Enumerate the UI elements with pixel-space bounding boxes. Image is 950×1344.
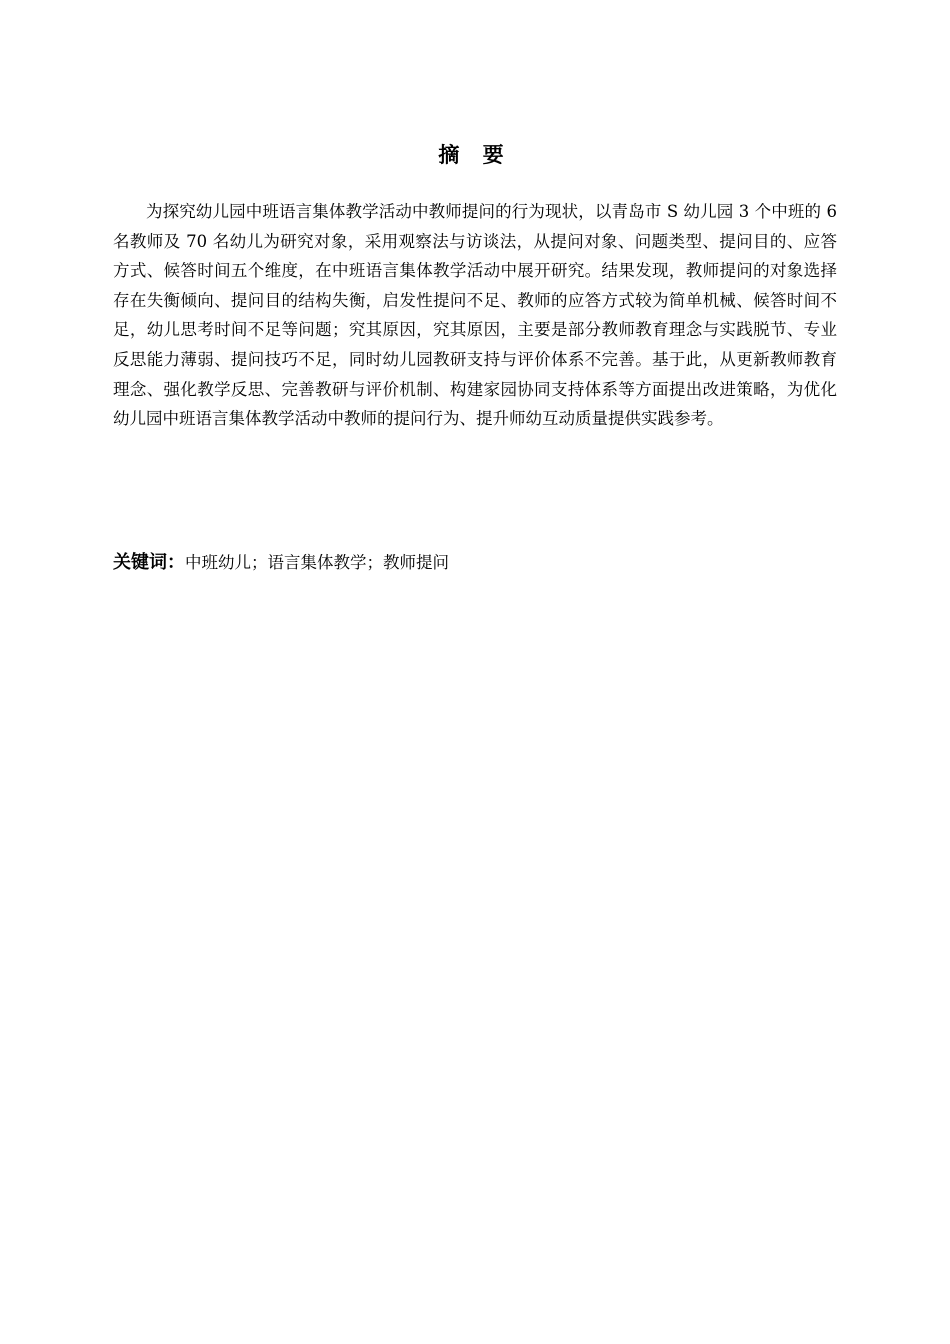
keywords-label: 关键词： xyxy=(113,552,185,573)
keywords-value: 中班幼儿；语言集体教学；教师提问 xyxy=(185,553,449,572)
abstract-body: 为探究幼儿园中班语言集体教学活动中教师提问的行为现状，以青岛市 S 幼儿园 3 个中班的 6 名教师及 70 名幼儿为研究对象，采用观察法与访谈法，从提问对象、问题类型、提问目的、应答方式、候答时间五个维度，在中班语言集体教学活动中展开研究。结果发现，教师提问的对象选择存在失衡倾向、提问目的结构失衡，启发性提问不足、教师的应答方式较为简单机械、候答时间不足，幼儿思考时间不足等问题；究其原因，究其原因，主要是部分教师教育理念与实践脱节、专业反思能力薄弱、提问技巧不足，同时幼儿园教研支持与评价体系不完善。基于此，从更新教师教育理念、强化教学反思、完善教研与评价机制、构建家园协同支持体系等方面提出改进策略，为优化幼儿园中班语言集体教学活动中教师的提问行为、提升师幼互动质量提供实践参考。 xyxy=(113,202,837,429)
keywords-line xyxy=(113,548,837,579)
abstract-title: 摘 要 xyxy=(438,143,512,167)
